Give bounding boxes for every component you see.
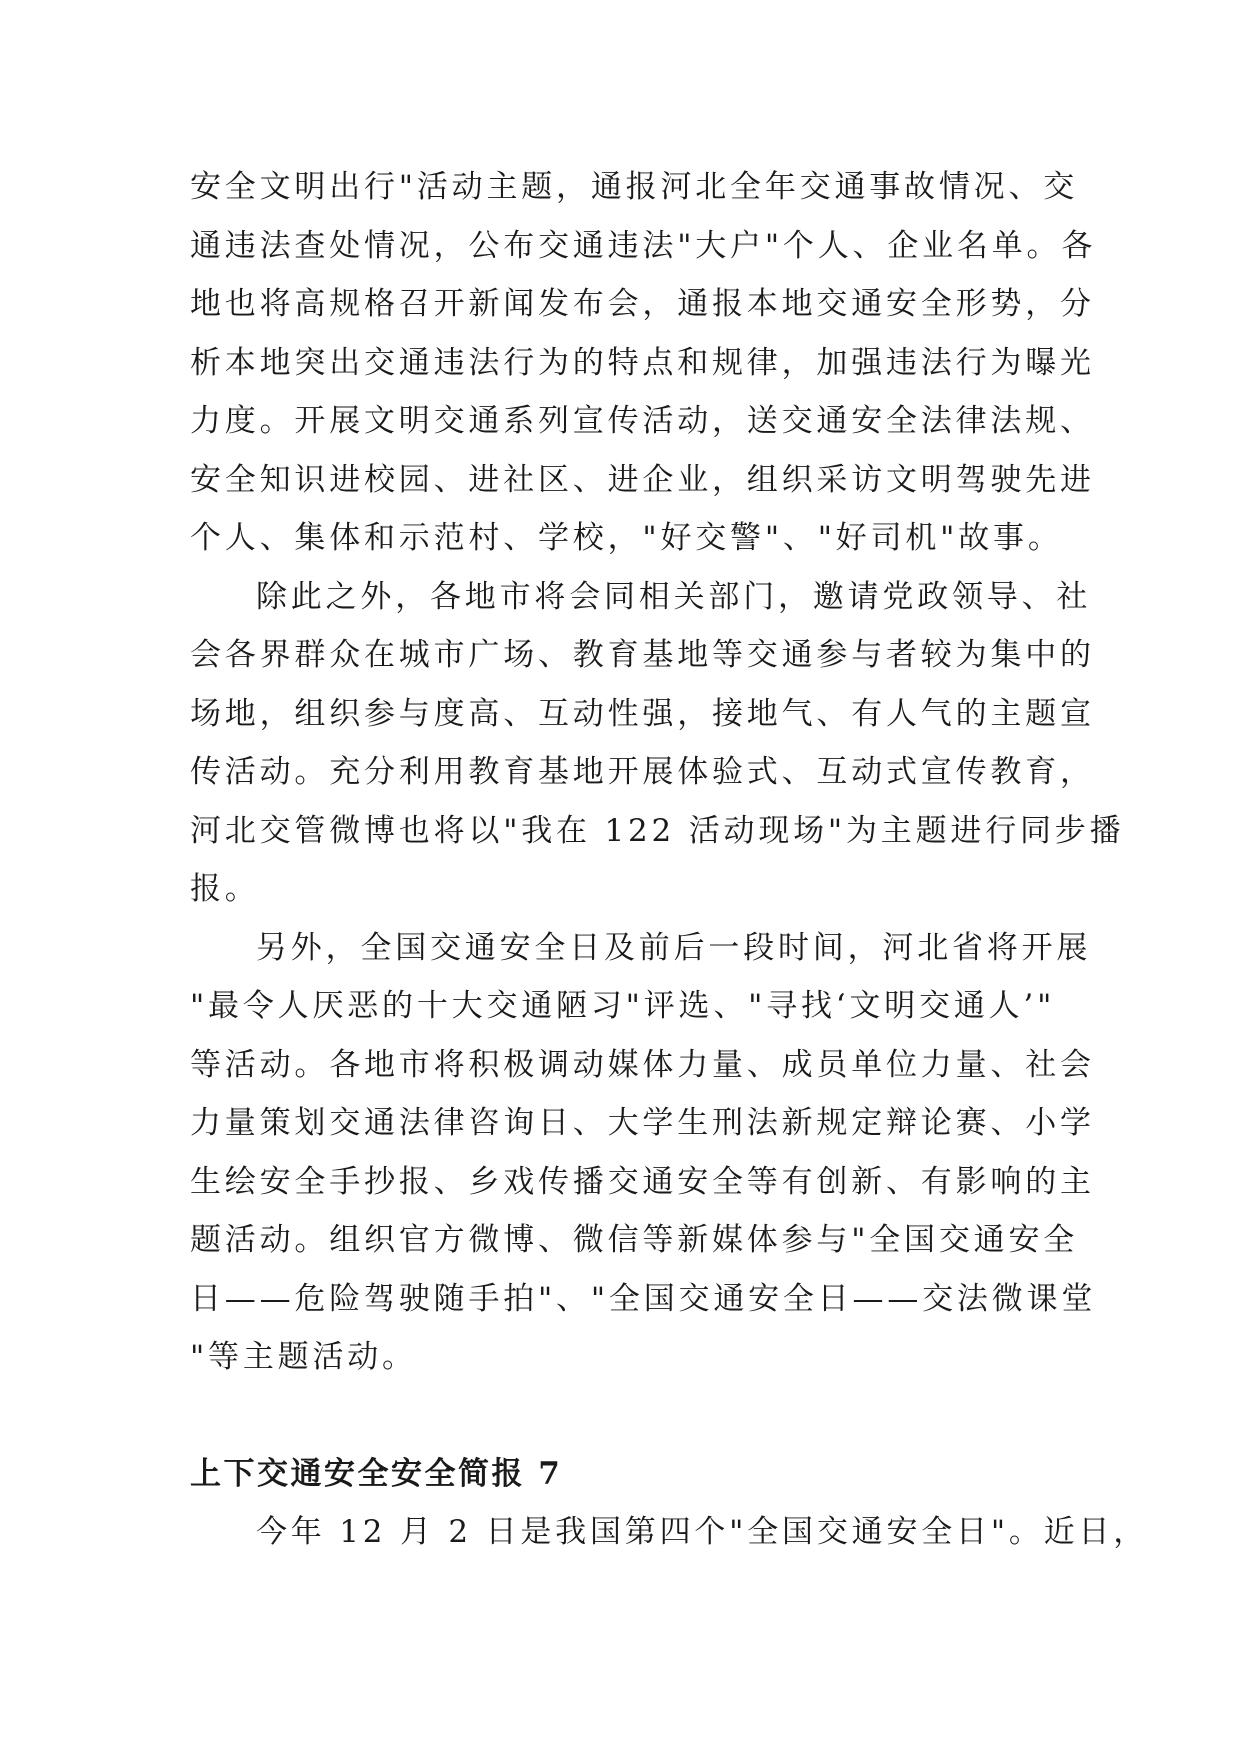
- text-line: 安全知识进校园、进社区、进企业，组织采访文明驾驶先进: [190, 461, 1095, 498]
- paragraph-continuation: [190, 158, 1097, 568]
- paragraph-besides: [190, 568, 1125, 919]
- text-line: 传活动。充分利用教育基地开展体验式、互动式宣传教育，: [190, 754, 1095, 790]
- text-line: 除此之外，各地市将会同相关部门，邀请党政领导、社: [256, 578, 1092, 615]
- text-line: 安全文明出行"活动主题，通报河北全年交通事故情况、交: [190, 169, 1079, 205]
- section-spacer: [190, 1387, 1050, 1445]
- document-body: [190, 158, 1149, 1562]
- text-line: 日——危险驾驶随手拍"、"全国交通安全日——交法微课堂: [190, 1280, 1097, 1317]
- text-line: 个人、集体和示范村、学校，"好交警"、"好司机"故事。: [190, 520, 1063, 556]
- text-line: 题活动。组织官方微博、微信等新媒体参与"全国交通安全: [190, 1222, 1079, 1258]
- text-line: 通违法查处情况，公布交通违法"大户"个人、企业名单。各: [190, 227, 1097, 264]
- text-line: 今年 12 月 2 日是我国第四个"全国交通安全日"。近日，: [256, 1514, 1149, 1550]
- paragraph-additionally: [190, 919, 1097, 1387]
- text-line: 地也将高规格召开新闻发布会，通报本地交通安全形势，分: [190, 286, 1095, 322]
- text-line: 会各界群众在城市广场、教育基地等交通参与者较为集中的: [190, 637, 1095, 673]
- text-line: 析本地突出交通违法行为的特点和规律，加强违法行为曝光: [190, 344, 1095, 381]
- text-line: 生绘安全手抄报、乡戏传播交通安全等有创新、有影响的主: [190, 1163, 1095, 1200]
- text-line: 报。: [190, 871, 260, 907]
- text-line: 场地，组织参与度高、互动性强，接地气、有人气的主题宣: [190, 695, 1095, 732]
- text-line: 等活动。各地市将积极调动媒体力量、成员单位力量、社会: [190, 1046, 1095, 1083]
- text-line: 另外，全国交通安全日及前后一段时间，河北省将开展: [256, 929, 1092, 966]
- text-line: "等主题活动。: [190, 1339, 417, 1375]
- paragraph-opening: [190, 1503, 1149, 1562]
- section-heading: 上下交通安全安全简报 7: [190, 1455, 563, 1492]
- text-line: 力量策划交通法律咨询日、大学生刑法新规定辩论赛、小学: [190, 1105, 1095, 1141]
- text-line: 河北交管微博也将以"我在 122 活动现场"为主题进行同步播: [190, 812, 1125, 849]
- text-line: 力度。开展文明交通系列宣传活动，送交通安全法律法规、: [190, 403, 1095, 439]
- text-line: "最令人厌恶的十大交通陋习"评选、"寻找‘文明交通人’": [190, 988, 1056, 1024]
